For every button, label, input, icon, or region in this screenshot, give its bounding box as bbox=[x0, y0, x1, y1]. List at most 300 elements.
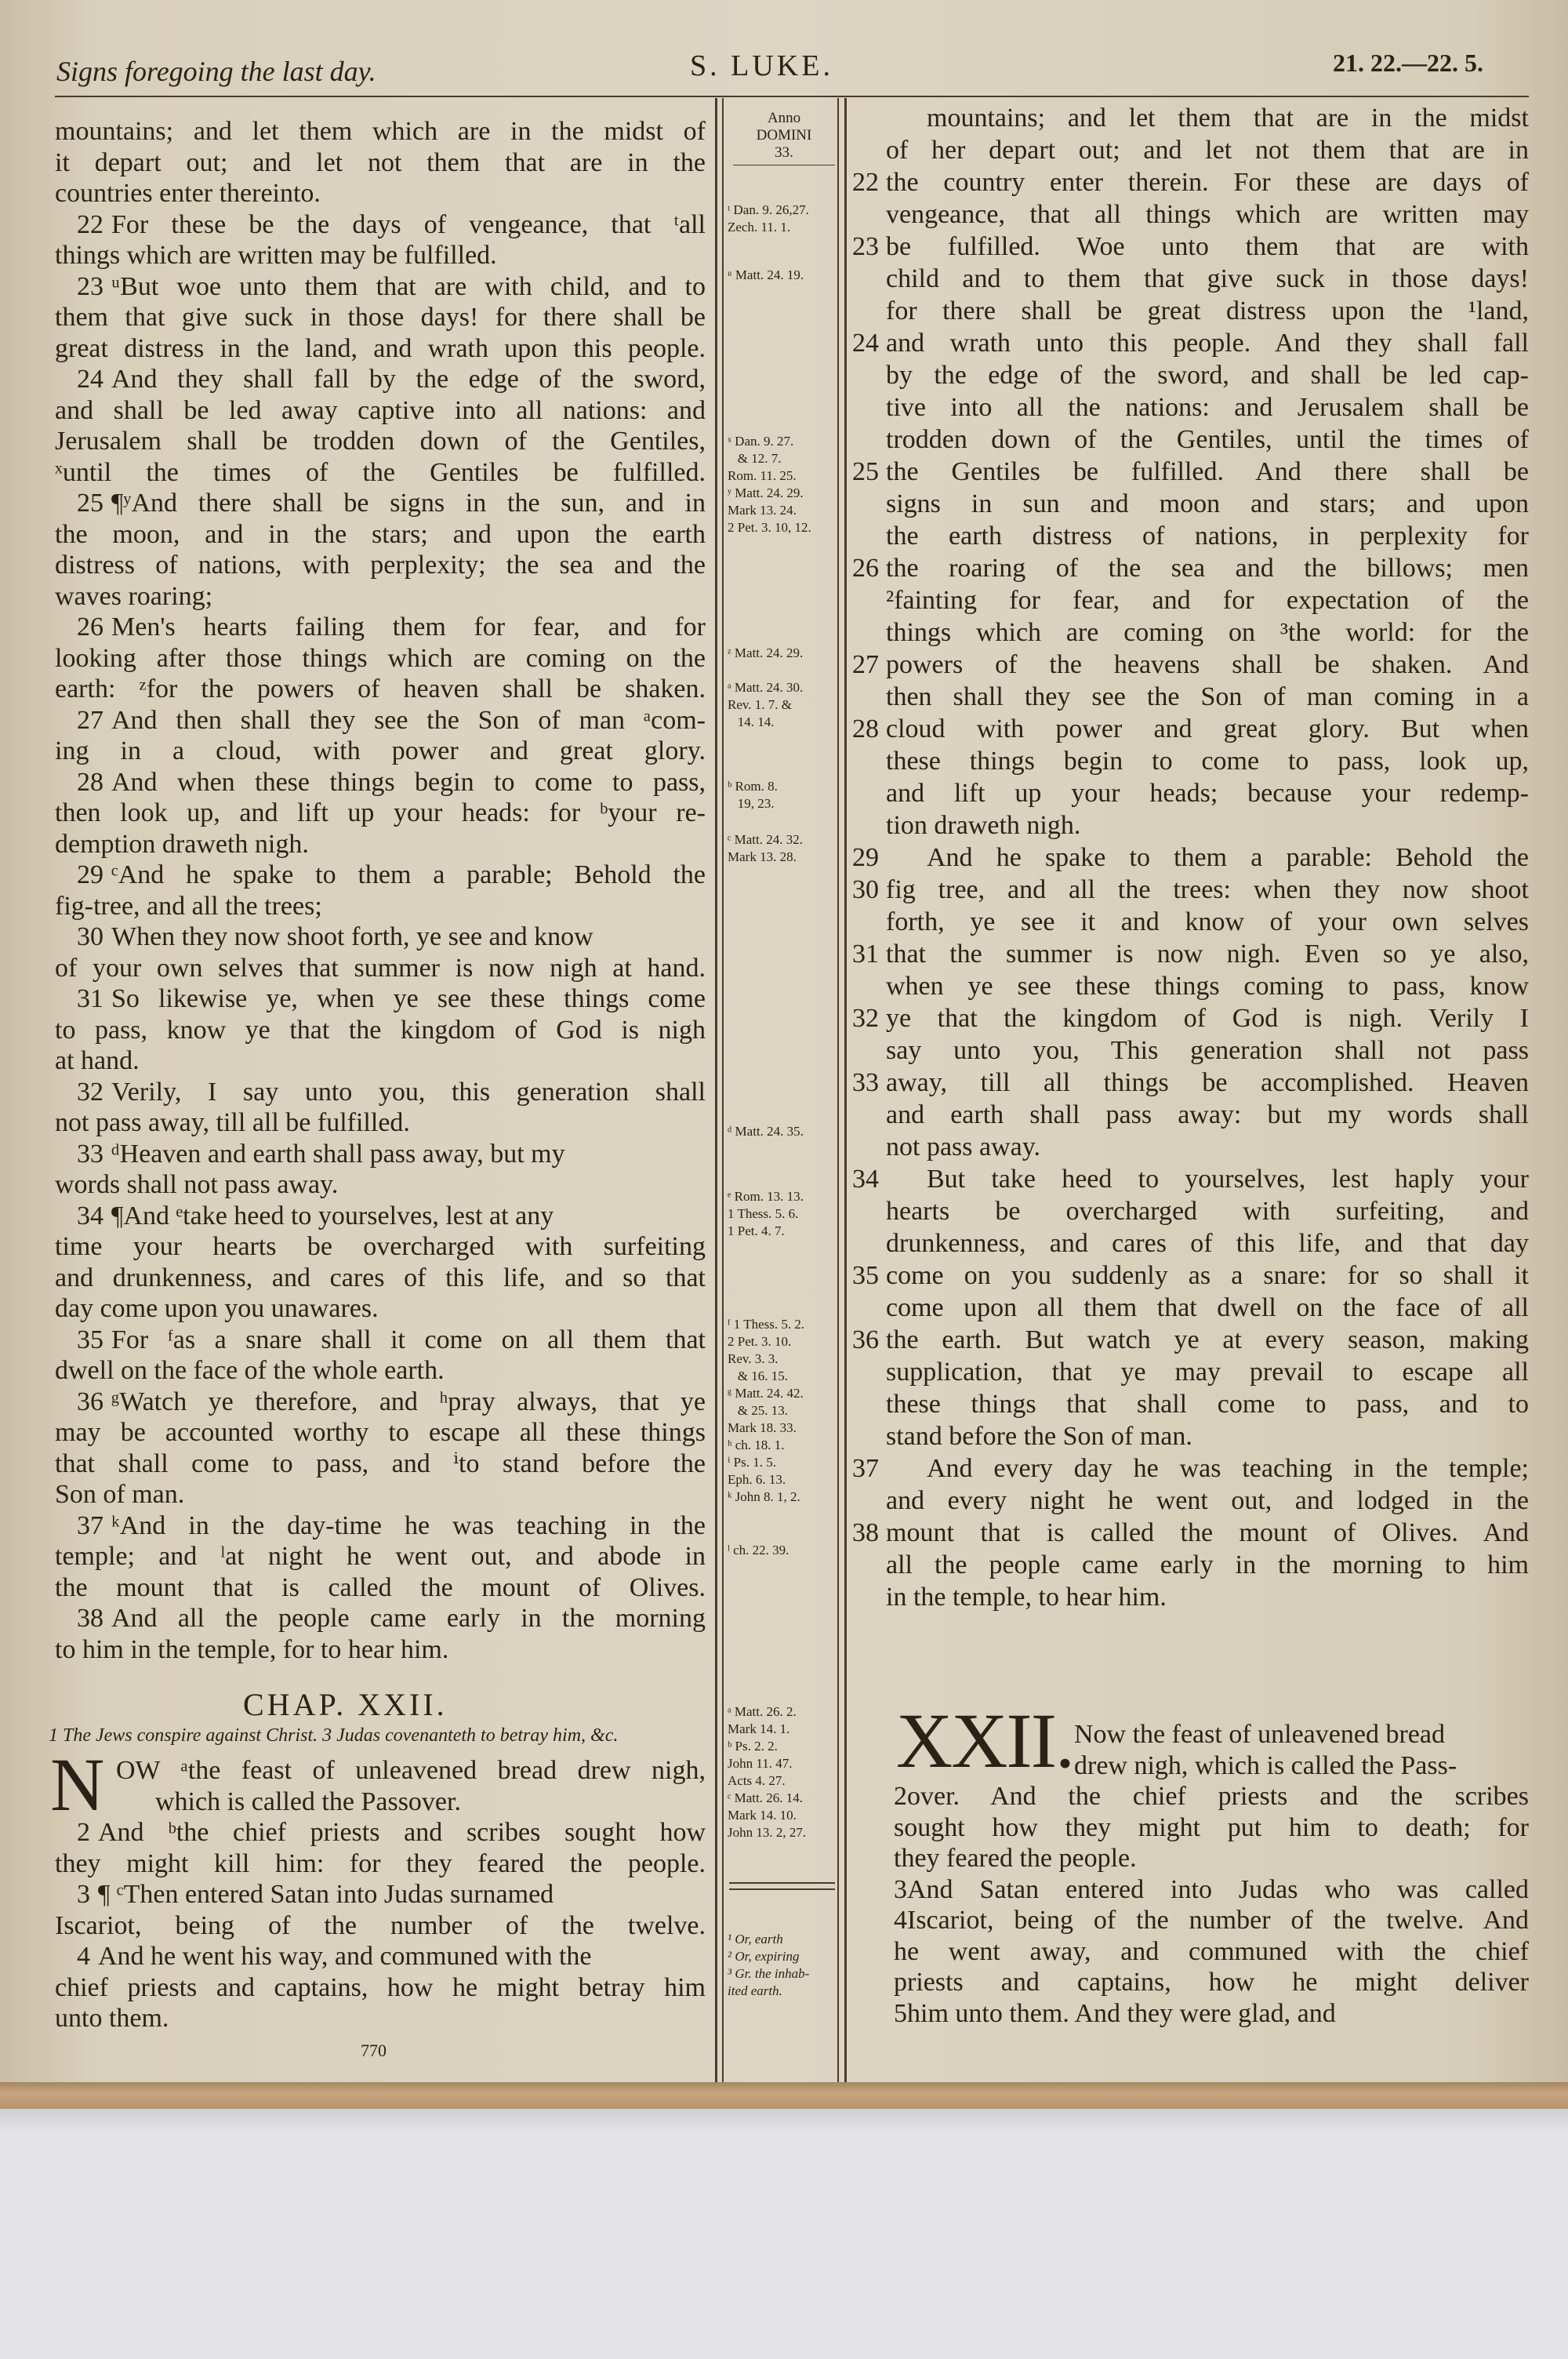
line-text: all the people came early in the morning to him bbox=[886, 1550, 1529, 1579]
line-text: vengeance, that all things which are written may bbox=[886, 200, 1529, 229]
anno-domini bbox=[729, 110, 839, 162]
verse-number: 22 bbox=[852, 168, 879, 197]
line-text: fig-tree, and all the trees; bbox=[55, 891, 322, 921]
verse-number: 34 bbox=[852, 1165, 879, 1194]
text-line bbox=[55, 891, 706, 922]
line-text: of her depart out; and let not them that are in bbox=[886, 136, 1529, 165]
marginal-footnotes bbox=[728, 1931, 837, 2000]
line-text: the roaring of the sea and the billows; men bbox=[886, 554, 1529, 583]
line-text: over. And the chief priests and the scribes bbox=[907, 1782, 1529, 1811]
text-line bbox=[852, 1452, 1529, 1485]
text-line bbox=[894, 1812, 1529, 1844]
line-text: Iscariot, being of the number of the twelve. And bbox=[907, 1906, 1529, 1935]
line-text: to him in the temple, for to hear him. bbox=[55, 1634, 449, 1664]
text-line bbox=[852, 713, 1529, 745]
verse-number: 28 bbox=[77, 767, 103, 797]
line-text: ye that the kingdom of God is nigh. Verily I bbox=[886, 1004, 1529, 1033]
chapter-verse-range: 21. 22.—22. 5. bbox=[1333, 49, 1483, 77]
text-line bbox=[55, 705, 706, 736]
line-text: And he went his way, and communed with the bbox=[98, 1942, 592, 1971]
line-text: he went away, and communed with the chief bbox=[894, 1936, 1529, 1966]
text-line bbox=[894, 1843, 1529, 1874]
text-line bbox=[55, 1787, 706, 1818]
reference: Acts 4. 27. bbox=[728, 1773, 786, 1788]
text-line bbox=[886, 1195, 1529, 1227]
line-text: When they now shoot forth, ye see and know bbox=[111, 922, 593, 951]
text-line bbox=[886, 777, 1529, 809]
reference: Mark 13. 28. bbox=[728, 849, 797, 864]
line-text: may be accounted worthy to escape all these things bbox=[55, 1418, 706, 1447]
line-text: mountains; and let them that are in the midst bbox=[927, 104, 1529, 133]
line-text: trodden down of the Gentiles, until the times of bbox=[886, 425, 1529, 454]
verse-number: 4 bbox=[894, 1906, 907, 1935]
text-line bbox=[852, 1517, 1529, 1549]
text-line bbox=[55, 674, 706, 705]
reference: ⁱ Ps. 1. 5. bbox=[728, 1455, 776, 1470]
text-line bbox=[886, 134, 1529, 166]
line-text: tion draweth nigh. bbox=[886, 811, 1081, 840]
text-line bbox=[894, 1998, 1529, 2030]
text-line bbox=[55, 1015, 706, 1046]
footnote: ited earth. bbox=[728, 1983, 782, 1998]
line-text: come on you suddenly as a snare: for so shall it bbox=[886, 1261, 1529, 1290]
line-text: And Satan entered into Judas who was called bbox=[907, 1874, 1529, 1904]
verse-number: 33 bbox=[852, 1068, 879, 1097]
line-text: And they shall fall by the edge of the sword, bbox=[111, 365, 706, 394]
text-line bbox=[852, 166, 1529, 198]
text-line bbox=[55, 643, 706, 674]
text-line bbox=[852, 1324, 1529, 1356]
line-text: say unto you, This generation shall not pass bbox=[886, 1036, 1529, 1065]
reference: ᵗ Dan. 9. 26,27. bbox=[728, 202, 809, 217]
reference: Eph. 6. 13. bbox=[728, 1472, 786, 1487]
reference: Mark 14. 1. bbox=[728, 1721, 790, 1736]
line-text: OW ᵃthe feast of unleavened bread drew nigh, bbox=[116, 1756, 706, 1785]
verse-number: 30 bbox=[852, 875, 879, 904]
text-line bbox=[852, 231, 1529, 263]
line-text: powers of the heavens shall be shaken. And bbox=[886, 650, 1529, 679]
reference: 2 Pet. 3. 10. bbox=[728, 1334, 792, 1349]
text-line bbox=[55, 209, 706, 241]
text-line bbox=[55, 1231, 706, 1263]
line-text: dwell on the face of the whole earth. bbox=[55, 1356, 445, 1385]
reference: ᵃ Matt. 24. 30. bbox=[728, 680, 804, 695]
reference: Zech. 11. 1. bbox=[728, 220, 791, 234]
reference: ᵍ Matt. 24. 42. bbox=[728, 1386, 804, 1401]
verse-number: 23 bbox=[852, 232, 879, 261]
text-line bbox=[886, 906, 1529, 938]
verse-number: 29 bbox=[852, 843, 879, 872]
line-text: ᵏAnd in the day-time he was teaching in the bbox=[111, 1510, 706, 1540]
text-line bbox=[55, 488, 706, 519]
text-line bbox=[55, 1541, 706, 1572]
line-text: for there shall be great distress upon the ¹land, bbox=[886, 296, 1529, 325]
reference-group bbox=[728, 1188, 837, 1240]
text-line bbox=[55, 1448, 706, 1480]
line-text: ᵘBut woe unto them that are with child, and to bbox=[111, 271, 706, 301]
text-line bbox=[55, 1479, 706, 1510]
line-text: mount that is called the mount of Olives. And bbox=[886, 1518, 1529, 1547]
verse-number: 25 bbox=[852, 457, 879, 486]
line-text: signs in sun and moon and stars; and upon bbox=[886, 489, 1529, 518]
text-line bbox=[55, 1572, 706, 1604]
line-text: ᶜAnd he spake to them a parable; Behold the bbox=[111, 860, 706, 889]
line-text: So likewise ye, when ye see these things come bbox=[111, 984, 706, 1013]
line-text: and every night he went out, and lodged in the bbox=[886, 1486, 1529, 1515]
text-line bbox=[886, 970, 1529, 1002]
verse-number: 5 bbox=[894, 1998, 907, 2028]
text-line bbox=[852, 1259, 1529, 1292]
text-line bbox=[886, 359, 1529, 391]
reference-group bbox=[728, 831, 837, 866]
text-line bbox=[886, 295, 1529, 327]
verse-number: 26 bbox=[77, 612, 103, 642]
verse-number: 22 bbox=[77, 209, 103, 239]
revised-column bbox=[852, 102, 1529, 1613]
text-line bbox=[852, 1067, 1529, 1099]
text-line bbox=[852, 1163, 1529, 1195]
line-text: ˣuntil the times of the Gentiles be fulfilled. bbox=[55, 457, 706, 487]
text-line bbox=[894, 1936, 1529, 1968]
verse-number: 28 bbox=[852, 714, 879, 743]
line-text: waves roaring; bbox=[55, 581, 213, 611]
verse-number: 36 bbox=[852, 1325, 879, 1354]
text-line bbox=[55, 1634, 706, 1666]
text-line bbox=[55, 426, 706, 457]
verse-number: 3 bbox=[894, 1874, 907, 1904]
line-text: these things that shall come to pass, and to bbox=[886, 1390, 1529, 1419]
reference: ʸ Matt. 24. 29. bbox=[728, 485, 804, 500]
text-line bbox=[886, 584, 1529, 616]
text-line bbox=[886, 681, 1529, 713]
line-text: that the summer is now nigh. Even so ye also, bbox=[886, 940, 1529, 969]
text-line bbox=[894, 1967, 1529, 1998]
line-text: of your own selves that summer is now nigh at hand. bbox=[55, 953, 706, 983]
footnote: ³ Gr. the inhab- bbox=[728, 1966, 810, 1981]
drop-cap: N bbox=[50, 1743, 105, 1826]
reference: ᶜ Matt. 24. 32. bbox=[728, 832, 803, 847]
line-text: ᵍWatch ye therefore, and ʰpray always, that ye bbox=[111, 1387, 706, 1416]
line-text: when ye see these things coming to pass, know bbox=[886, 972, 1529, 1001]
verse-number: 30 bbox=[77, 922, 103, 951]
reference: Mark 14. 10. bbox=[728, 1808, 797, 1823]
verse-number: 31 bbox=[77, 984, 103, 1013]
text-line bbox=[55, 829, 706, 860]
text-line bbox=[55, 1077, 706, 1108]
text-line bbox=[55, 364, 706, 395]
running-title: Signs foregoing the last day. bbox=[56, 56, 376, 87]
text-line bbox=[55, 1355, 706, 1387]
reference: Rev. 3. 3. bbox=[728, 1351, 779, 1366]
text-line bbox=[55, 1107, 706, 1139]
text-line bbox=[894, 1750, 1529, 1782]
line-text: the earth. But watch ye at every season, making bbox=[886, 1325, 1529, 1354]
drop-chapter-numeral: XXII. bbox=[896, 1697, 1074, 1784]
reference: Rom. 11. 25. bbox=[728, 468, 797, 483]
text-line bbox=[886, 616, 1529, 649]
line-text: ¶ʸAnd there shall be signs in the sun, and in bbox=[111, 489, 706, 518]
verse-number: 4 bbox=[77, 1942, 90, 1971]
line-text: demption draweth nigh. bbox=[55, 829, 309, 859]
line-text: and lift up your heads; because your redemp- bbox=[886, 779, 1529, 808]
line-text: things which are written may be fulfilled. bbox=[55, 241, 497, 270]
line-text: to pass, know ye that the kingdom of God is nigh bbox=[55, 1015, 706, 1045]
text-line bbox=[55, 581, 706, 612]
line-text: ¶ ᶜThen entered Satan into Judas surnamed bbox=[98, 1880, 554, 1909]
reference: ᵏ John 8. 1, 2. bbox=[728, 1489, 800, 1504]
verse-number: 2 bbox=[77, 1818, 90, 1847]
text-line bbox=[55, 1879, 706, 1910]
text-line bbox=[55, 1755, 706, 1787]
line-text: great distress in the land, and wrath upon this people. bbox=[55, 333, 706, 363]
text-line bbox=[852, 938, 1529, 970]
text-line bbox=[55, 333, 706, 365]
reference: ᶠ 1 Thess. 5. 2. bbox=[728, 1317, 805, 1332]
table-surface bbox=[0, 2109, 1568, 2132]
line-text: stand before the Son of man. bbox=[886, 1422, 1192, 1451]
text-line bbox=[55, 1387, 706, 1418]
line-text: and wrath unto this people. And they shall fall bbox=[886, 329, 1529, 358]
line-text: earth: ᶻfor the powers of heaven shall be shaken. bbox=[55, 674, 706, 703]
reference: 19, 23. bbox=[728, 796, 775, 811]
text-line bbox=[55, 1417, 706, 1448]
verse-number: 26 bbox=[852, 554, 879, 583]
text-line bbox=[886, 1549, 1529, 1581]
line-text: distress of nations, with perplexity; the sea and the bbox=[55, 551, 706, 580]
reference: Rev. 1. 7. & bbox=[728, 697, 793, 712]
anno-label: Anno bbox=[767, 110, 801, 126]
line-text: looking after those things which are coming on the bbox=[55, 643, 706, 673]
reference: 1 Thess. 5. 6. bbox=[728, 1206, 799, 1221]
line-text: For ᶠas a snare shall it come on all them that bbox=[111, 1325, 706, 1354]
text-line bbox=[894, 1781, 1529, 1812]
text-line bbox=[55, 953, 706, 984]
verse-number: 2 bbox=[894, 1782, 907, 1811]
reference-group bbox=[728, 1316, 837, 1506]
text-line bbox=[886, 520, 1529, 552]
footnote-rule bbox=[729, 1888, 835, 1890]
line-text: which is called the Passover. bbox=[155, 1787, 461, 1816]
footnote-rule bbox=[729, 1882, 835, 1884]
line-text: that shall come to pass, and ⁱto stand before the bbox=[55, 1448, 706, 1478]
verse-number: 24 bbox=[77, 365, 103, 394]
line-text: Now the feast of unleavened bread bbox=[1074, 1720, 1445, 1749]
reference: 2 Pet. 3. 10, 12. bbox=[728, 520, 811, 535]
text-line bbox=[852, 874, 1529, 906]
text-line bbox=[886, 423, 1529, 456]
line-text: tive into all the nations: and Jerusalem shall be bbox=[886, 393, 1529, 422]
reference: ᵘ Matt. 24. 19. bbox=[728, 267, 804, 282]
reference: ˣ Dan. 9. 27. bbox=[728, 434, 794, 449]
line-text: And every day he was teaching in the temple; bbox=[927, 1454, 1529, 1483]
text-line bbox=[894, 1719, 1529, 1750]
line-text: priests and captains, how he might deliver bbox=[894, 1968, 1529, 1997]
text-line bbox=[886, 745, 1529, 777]
line-text: forth, ye see it and know of your own selves bbox=[886, 907, 1529, 936]
line-text: Verily, I say unto you, this generation shall bbox=[111, 1077, 706, 1107]
line-text: drunkenness, and cares of this life, and that day bbox=[886, 1229, 1529, 1258]
text-line bbox=[55, 302, 706, 333]
column-rule bbox=[844, 98, 847, 2082]
text-line bbox=[886, 1485, 1529, 1517]
text-line bbox=[852, 456, 1529, 488]
line-text: And all the people came early in the morning bbox=[111, 1604, 706, 1633]
reference: & 25. 13. bbox=[728, 1403, 788, 1418]
line-text: it depart out; and let not them that are in the bbox=[55, 147, 706, 177]
reference-group bbox=[728, 778, 837, 812]
text-line bbox=[55, 240, 706, 271]
line-text: away, till all things be accomplished. Heaven bbox=[886, 1068, 1529, 1097]
text-line bbox=[55, 550, 706, 581]
text-line bbox=[886, 1227, 1529, 1259]
text-line bbox=[55, 1139, 706, 1170]
line-text: sought how they might put him to death; for bbox=[894, 1812, 1529, 1842]
text-line bbox=[55, 1263, 706, 1294]
line-text: the country enter therein. For these are days of bbox=[886, 168, 1529, 197]
text-line bbox=[55, 116, 706, 147]
text-line bbox=[886, 198, 1529, 231]
reference: ᵉ Rom. 13. 13. bbox=[728, 1189, 804, 1204]
text-line bbox=[55, 1169, 706, 1201]
text-line bbox=[55, 1603, 706, 1634]
line-text: And ᵇthe chief priests and scribes sought how bbox=[98, 1818, 706, 1847]
line-text: For these be the days of vengeance, that ᵗall bbox=[111, 209, 706, 239]
column-rule bbox=[837, 98, 839, 2082]
reference-group bbox=[728, 1703, 837, 1841]
text-line bbox=[886, 263, 1529, 295]
line-text: and shall be led away captive into all nations: and bbox=[55, 395, 706, 425]
line-text: But take heed to yourselves, lest haply your bbox=[927, 1165, 1529, 1194]
verse-number: 3 bbox=[77, 1880, 90, 1909]
chapter-summary: 1 The Jews conspire against Christ. 3 Judas covenanteth to betray him, &c. bbox=[49, 1725, 619, 1746]
verse-number: 32 bbox=[852, 1004, 879, 1033]
page-number: 770 bbox=[361, 2041, 387, 2060]
verse-number: 29 bbox=[77, 860, 103, 889]
line-text: chief priests and captains, how he might betray him bbox=[55, 1972, 706, 2002]
reference: ᵇ Ps. 2. 2. bbox=[728, 1739, 778, 1754]
line-text: come upon all them that dwell on the face of all bbox=[886, 1293, 1529, 1322]
header-rule bbox=[55, 96, 1529, 97]
line-text: these things begin to come to pass, look up, bbox=[886, 747, 1529, 776]
text-line bbox=[55, 1972, 706, 2004]
text-line bbox=[55, 1293, 706, 1325]
line-text: Jerusalem shall be trodden down of the Gentiles, bbox=[55, 427, 706, 456]
text-line bbox=[55, 736, 706, 767]
text-line bbox=[886, 1099, 1529, 1131]
kjv-column bbox=[55, 116, 706, 1665]
text-line bbox=[55, 1045, 706, 1077]
line-text: the Gentiles be fulfilled. And there shall be bbox=[886, 457, 1529, 486]
text-line bbox=[55, 1325, 706, 1356]
verse-number: 23 bbox=[77, 271, 103, 301]
text-line bbox=[852, 552, 1529, 584]
footnote: ² Or, expiring bbox=[728, 1949, 800, 1964]
reference: John 13. 2, 27. bbox=[728, 1825, 807, 1840]
text-line bbox=[55, 1941, 706, 1972]
text-line bbox=[55, 2003, 706, 2034]
text-line bbox=[852, 1002, 1529, 1034]
line-text: temple; and ˡat night he went out, and abode in bbox=[55, 1542, 706, 1571]
text-line bbox=[55, 921, 706, 953]
line-text: be fulfilled. Woe unto them that are with bbox=[886, 232, 1529, 261]
reference-group bbox=[728, 433, 837, 536]
verse-number: 33 bbox=[77, 1139, 103, 1169]
line-text: the mount that is called the mount of Olives. bbox=[55, 1572, 706, 1602]
reference: Mark 13. 24. bbox=[728, 503, 797, 518]
text-line bbox=[886, 391, 1529, 423]
text-line bbox=[886, 1292, 1529, 1324]
reference: & 16. 15. bbox=[728, 1369, 788, 1383]
line-text: ¶And ᵉtake heed to yourselves, lest at any bbox=[111, 1201, 554, 1230]
line-text: things which are coming on ³the world: for the bbox=[886, 618, 1529, 647]
text-line bbox=[852, 841, 1529, 874]
text-line bbox=[894, 1905, 1529, 1936]
text-line bbox=[55, 1910, 706, 1942]
text-line bbox=[55, 178, 706, 209]
verse-number: 37 bbox=[77, 1510, 103, 1540]
line-text: in the temple, to hear him. bbox=[886, 1583, 1167, 1612]
line-text: not pass away, till all be fulfilled. bbox=[55, 1108, 410, 1137]
text-line bbox=[886, 1420, 1529, 1452]
line-text: by the edge of the sword, and shall be led cap- bbox=[886, 361, 1529, 390]
line-text: not pass away. bbox=[886, 1132, 1041, 1161]
line-text: then shall they see the Son of man coming in a bbox=[886, 682, 1529, 711]
verse-number: 38 bbox=[77, 1604, 103, 1633]
chapter-heading: CHAP. XXII. bbox=[243, 1687, 448, 1722]
reference: ʰ ch. 18. 1. bbox=[728, 1438, 785, 1452]
text-line bbox=[886, 488, 1529, 520]
text-line bbox=[886, 809, 1529, 841]
line-text: them that give suck in those days! for there shall be bbox=[55, 303, 706, 332]
text-line bbox=[886, 1388, 1529, 1420]
line-text: mountains; and let them which are in the midst of bbox=[55, 117, 706, 146]
line-text: And then shall they see the Son of man ᵃcom- bbox=[111, 705, 706, 735]
text-line bbox=[55, 1848, 706, 1880]
text-line bbox=[55, 612, 706, 643]
text-line bbox=[55, 395, 706, 427]
text-line bbox=[886, 1356, 1529, 1388]
footnote: ¹ Or, earth bbox=[728, 1932, 783, 1946]
year-label: 33. bbox=[775, 144, 793, 161]
verse-number: 27 bbox=[77, 705, 103, 735]
verse-number: 31 bbox=[852, 940, 879, 969]
line-text: they might kill him: for they feared the people. bbox=[55, 1848, 706, 1878]
reference: John 11. 47. bbox=[728, 1756, 793, 1771]
line-text: the moon, and in the stars; and upon the earth bbox=[55, 519, 706, 549]
reference: ˡ ch. 22. 39. bbox=[728, 1543, 789, 1558]
line-text: time your hearts be overcharged with surfeiting bbox=[55, 1232, 706, 1261]
text-line bbox=[55, 271, 706, 303]
text-line bbox=[55, 1201, 706, 1232]
line-text: child and to them that give suck in those days! bbox=[886, 264, 1529, 293]
line-text: and drunkenness, and cares of this life, and so that bbox=[55, 1263, 706, 1292]
verse-number: 25 bbox=[77, 489, 103, 518]
reference-group bbox=[728, 267, 837, 284]
line-text: Iscariot, being of the number of the twelve. bbox=[55, 1910, 706, 1940]
text-line bbox=[55, 798, 706, 829]
verse-number: 24 bbox=[852, 329, 879, 358]
verse-number: 32 bbox=[77, 1077, 103, 1107]
text-line bbox=[55, 1817, 706, 1848]
line-text: And when these things begin to come to pass, bbox=[111, 767, 706, 797]
line-text: him unto them. And they were glad, and bbox=[907, 1998, 1336, 2028]
line-text: drew nigh, which is called the Pass- bbox=[1074, 1750, 1457, 1780]
page-edges bbox=[0, 2082, 1568, 2109]
verse-number: 27 bbox=[852, 650, 879, 679]
text-line bbox=[55, 860, 706, 891]
reference: 1 Pet. 4. 7. bbox=[728, 1223, 785, 1238]
line-text: ²fainting for fear, and for expectation of the bbox=[886, 586, 1529, 615]
